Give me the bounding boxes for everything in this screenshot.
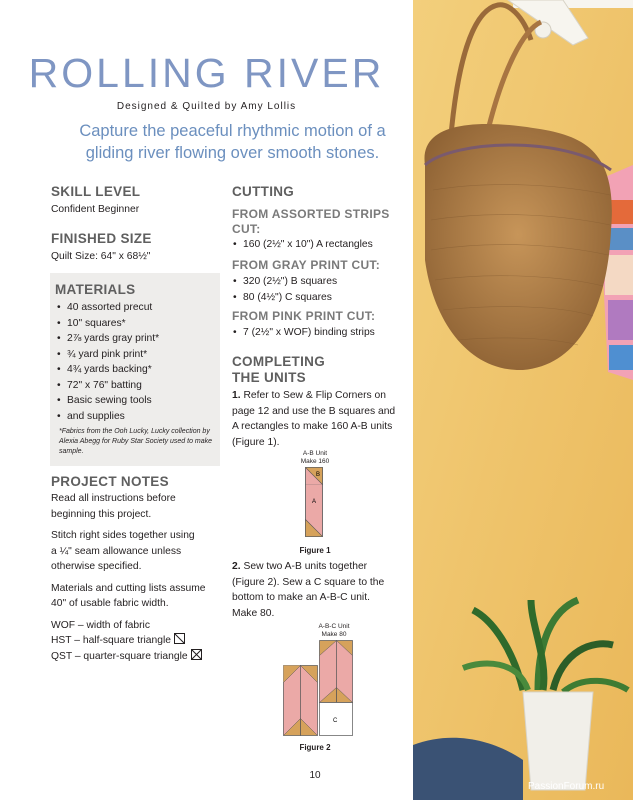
project-notes-body	[51, 491, 221, 664]
figure-2-diagram	[283, 640, 353, 736]
pink-heading: FROM PINK PRINT CUT:	[232, 309, 376, 323]
step-1	[232, 388, 410, 450]
note-line: *Fabrics from the Ooh Lucky, Lucky collection by	[59, 428, 210, 435]
list-item: • 2⅞ yards gray print*	[53, 331, 218, 347]
hst-line	[51, 633, 221, 649]
skill-level-heading: SKILL LEVEL	[51, 184, 141, 199]
list-item: • 10" squares*	[53, 316, 218, 332]
photo-illustration	[413, 0, 633, 800]
materials-list	[53, 300, 218, 424]
figure-label-line: Make 80	[321, 631, 347, 638]
step-text: Sew two A-B units together	[243, 561, 368, 572]
list-item: • Basic sewing tools	[53, 393, 218, 409]
finished-size-value: Quilt Size: 64" x 68½"	[51, 251, 151, 262]
materials-heading: MATERIALS	[55, 282, 136, 297]
list-item: • 7 (2½" x WOF) binding strips	[229, 325, 409, 341]
step-text: Make 80.	[232, 607, 275, 619]
page-number: 10	[309, 770, 321, 781]
materials-note	[59, 427, 219, 457]
figure-2-label	[309, 623, 359, 639]
step-text: A rectangles to make 160 A-B units	[232, 421, 393, 432]
note-text: QST – quarter-square triangle	[51, 650, 188, 662]
note-text: HST – half-square triangle	[51, 635, 172, 646]
pink-cut-list	[229, 325, 409, 341]
plant-pot	[523, 692, 593, 790]
note-text: Read all instructions before	[51, 493, 176, 504]
list-item: • ¾ yard pink print*	[53, 347, 218, 363]
c-label: C	[333, 718, 338, 724]
tote-bag-photo	[413, 0, 633, 800]
a-label: A	[312, 499, 317, 505]
figure-1-diagram	[305, 467, 323, 537]
note-line: sample.	[59, 448, 84, 455]
b-label: B	[316, 472, 321, 478]
figure-label-line: Make 160	[300, 458, 330, 465]
list-item: • 4¾ yards backing*	[53, 362, 218, 378]
figure-1-label	[290, 450, 340, 466]
half-square-triangle-icon	[174, 633, 185, 644]
ab-units-pair	[284, 666, 318, 736]
qst-line	[51, 649, 221, 665]
list-item: • 160 (2½" x 10") A rectangles	[229, 237, 409, 253]
finished-size-heading: FINISHED SIZE	[51, 231, 152, 246]
gray-cut-list	[229, 274, 409, 305]
list-item: • 72" x 76" batting	[53, 378, 218, 394]
cutting-heading: CUTTING	[232, 184, 295, 199]
list-item: • 40 assorted precut	[53, 300, 218, 316]
list-item: • and supplies	[53, 409, 218, 425]
note-text: otherwise specified.	[51, 561, 142, 572]
heading-line: COMPLETING	[232, 354, 325, 369]
step-text: Refer to Sew & Flip Corners on	[243, 390, 386, 401]
project-notes-heading: PROJECT NOTES	[51, 474, 169, 489]
step-text: (Figure 2). Sew a C square to the	[232, 576, 385, 588]
tagline-line: gliding river flowing over smooth stones.	[85, 144, 380, 162]
note-text: Materials and cutting lists assume	[51, 582, 206, 594]
note-text: a ¼" seam allowance unless	[51, 545, 182, 557]
note-text: beginning this project.	[51, 508, 152, 520]
page-title: ROLLING RIVER	[28, 50, 385, 96]
completing-heading	[232, 354, 325, 386]
step-number: 2.	[232, 561, 241, 572]
assorted-heading	[232, 207, 390, 237]
step-text: (Figure 1).	[232, 436, 280, 448]
materials-box	[50, 273, 220, 466]
abc-unit	[320, 641, 353, 736]
skill-level-value: Confident Beginner	[51, 204, 140, 215]
heading-line: THE UNITS	[232, 370, 306, 385]
figure-label-line: A-B Unit	[302, 450, 328, 457]
step-text: page 12 and use the B squares and	[232, 405, 396, 417]
byline: Designed & Quilted by Amy Lollis	[116, 101, 297, 112]
subheading-line: CUT:	[232, 222, 261, 236]
step-number: 1.	[232, 390, 241, 401]
watermark: PassionForum.ru	[528, 781, 605, 792]
note-text: Stitch right sides together using	[51, 530, 195, 541]
assorted-cut-list	[229, 237, 409, 253]
tagline	[70, 120, 395, 164]
note-text: 40" of usable fabric width.	[51, 598, 169, 609]
list-item: • 320 (2½") B squares	[229, 274, 409, 290]
step-2	[232, 559, 410, 621]
subheading-line: FROM ASSORTED STRIPS	[232, 207, 390, 221]
figure-1-caption: Figure 1	[299, 546, 331, 555]
figure-2-caption: Figure 2	[299, 743, 331, 752]
step-text: bottom to make an A-B-C unit.	[232, 592, 370, 603]
note-line: Alexia Abegg for Ruby Star Society used to make	[59, 438, 213, 445]
figure-label-line: A-B-C Unit	[318, 623, 350, 630]
list-item: • 80 (4½") C squares	[229, 290, 409, 306]
gray-heading: FROM GRAY PRINT CUT:	[232, 258, 381, 272]
quarter-square-triangle-icon	[191, 649, 202, 660]
tagline-line: Capture the peaceful rhythmic motion of a	[79, 122, 386, 140]
note-text: WOF – width of fabric	[51, 619, 150, 631]
